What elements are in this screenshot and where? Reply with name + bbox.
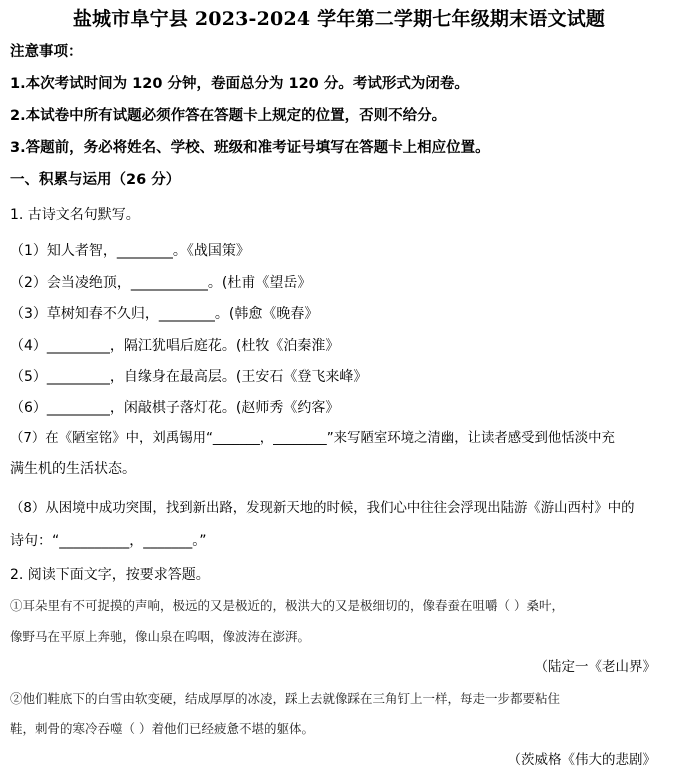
section-heading: 一、积累与运用（26 分） (10, 172, 181, 188)
question-1-item-8-line-1: （8）从困境中成功突围，找到新出路，发现新天地的时候，我们心中往往会浮现出陆游《游山西村》中的 (10, 501, 635, 516)
notice-item-1: 1.本次考试时间为 120 分钟，卷面总分为 120 分。考试形式为闭卷。 (10, 76, 469, 92)
question-2-prompt: 2. 阅读下面文字，按要求答题。 (10, 567, 210, 583)
page-title: 盐城市阜宁县 2023-2024 学年第二学期七年级期末语文试题 (72, 8, 606, 30)
passage-1-source: （陆定一《老山界》 (534, 659, 656, 675)
question-1-prompt: 1. 古诗文名句默写。 (10, 207, 140, 223)
notice-item-2: 2.本试卷中所有试题必须作答在答题卡上规定的位置，否则不给分。 (10, 108, 447, 124)
question-1-item-8-line-2: 诗句：“__________，_______。” (10, 533, 207, 549)
question-1-item-4: （4）_________，隔江犹唱后庭花。(杜牧《泊秦淮》 (10, 338, 340, 354)
passage-2-source: （茨威格《伟大的悲剧》 (507, 752, 656, 768)
notice-item-3: 3.答题前，务必将姓名、学校、班级和准考证号填写在答题卡上相应位置。 (10, 140, 490, 156)
question-1-item-5: （5）_________，自缘身在最高层。(王安石《登飞来峰》 (10, 369, 368, 385)
question-1-item-7-line-1: （7）在《陋室铭》中，刘禹锡用“_______，________”来写陋室环境之清幽，让读者感受到他恬淡中充 (10, 431, 615, 446)
question-1-item-7-line-2: 满生机的生活状态。 (10, 461, 136, 477)
passage-2-line-2: 鞋，刺骨的寒冷吞噬（ ）着他们已经疲惫不堪的躯体。 (10, 721, 314, 736)
question-1-item-1: （1）知人者智，________。《战国策》 (10, 243, 250, 259)
passage-1-line-1: ①耳朵里有不可捉摸的声响，极远的又是极近的，极洪大的又是极细切的，像春蚕在咀嚼（ ）桑叶， (10, 598, 564, 613)
question-1-item-6: （6）_________，闲敲棋子落灯花。(赵师秀《约客》 (10, 400, 340, 416)
passage-2-line-1: ②他们鞋底下的白雪由软变硬，结成厚厚的冰凌，踩上去就像踩在三角钉上一样，每走一步都要粘住 (10, 691, 561, 706)
notice-heading: 注意事项： (10, 44, 83, 60)
passage-1-line-2: 像野马在平原上奔驰，像山泉在呜咽，像波涛在澎湃。 (10, 629, 311, 644)
question-1-item-3: （3）草树知春不久归，________。(韩愈《晚春》 (10, 306, 319, 322)
question-1-item-2: （2）会当凌绝顶，___________。(杜甫《望岳》 (10, 275, 312, 291)
